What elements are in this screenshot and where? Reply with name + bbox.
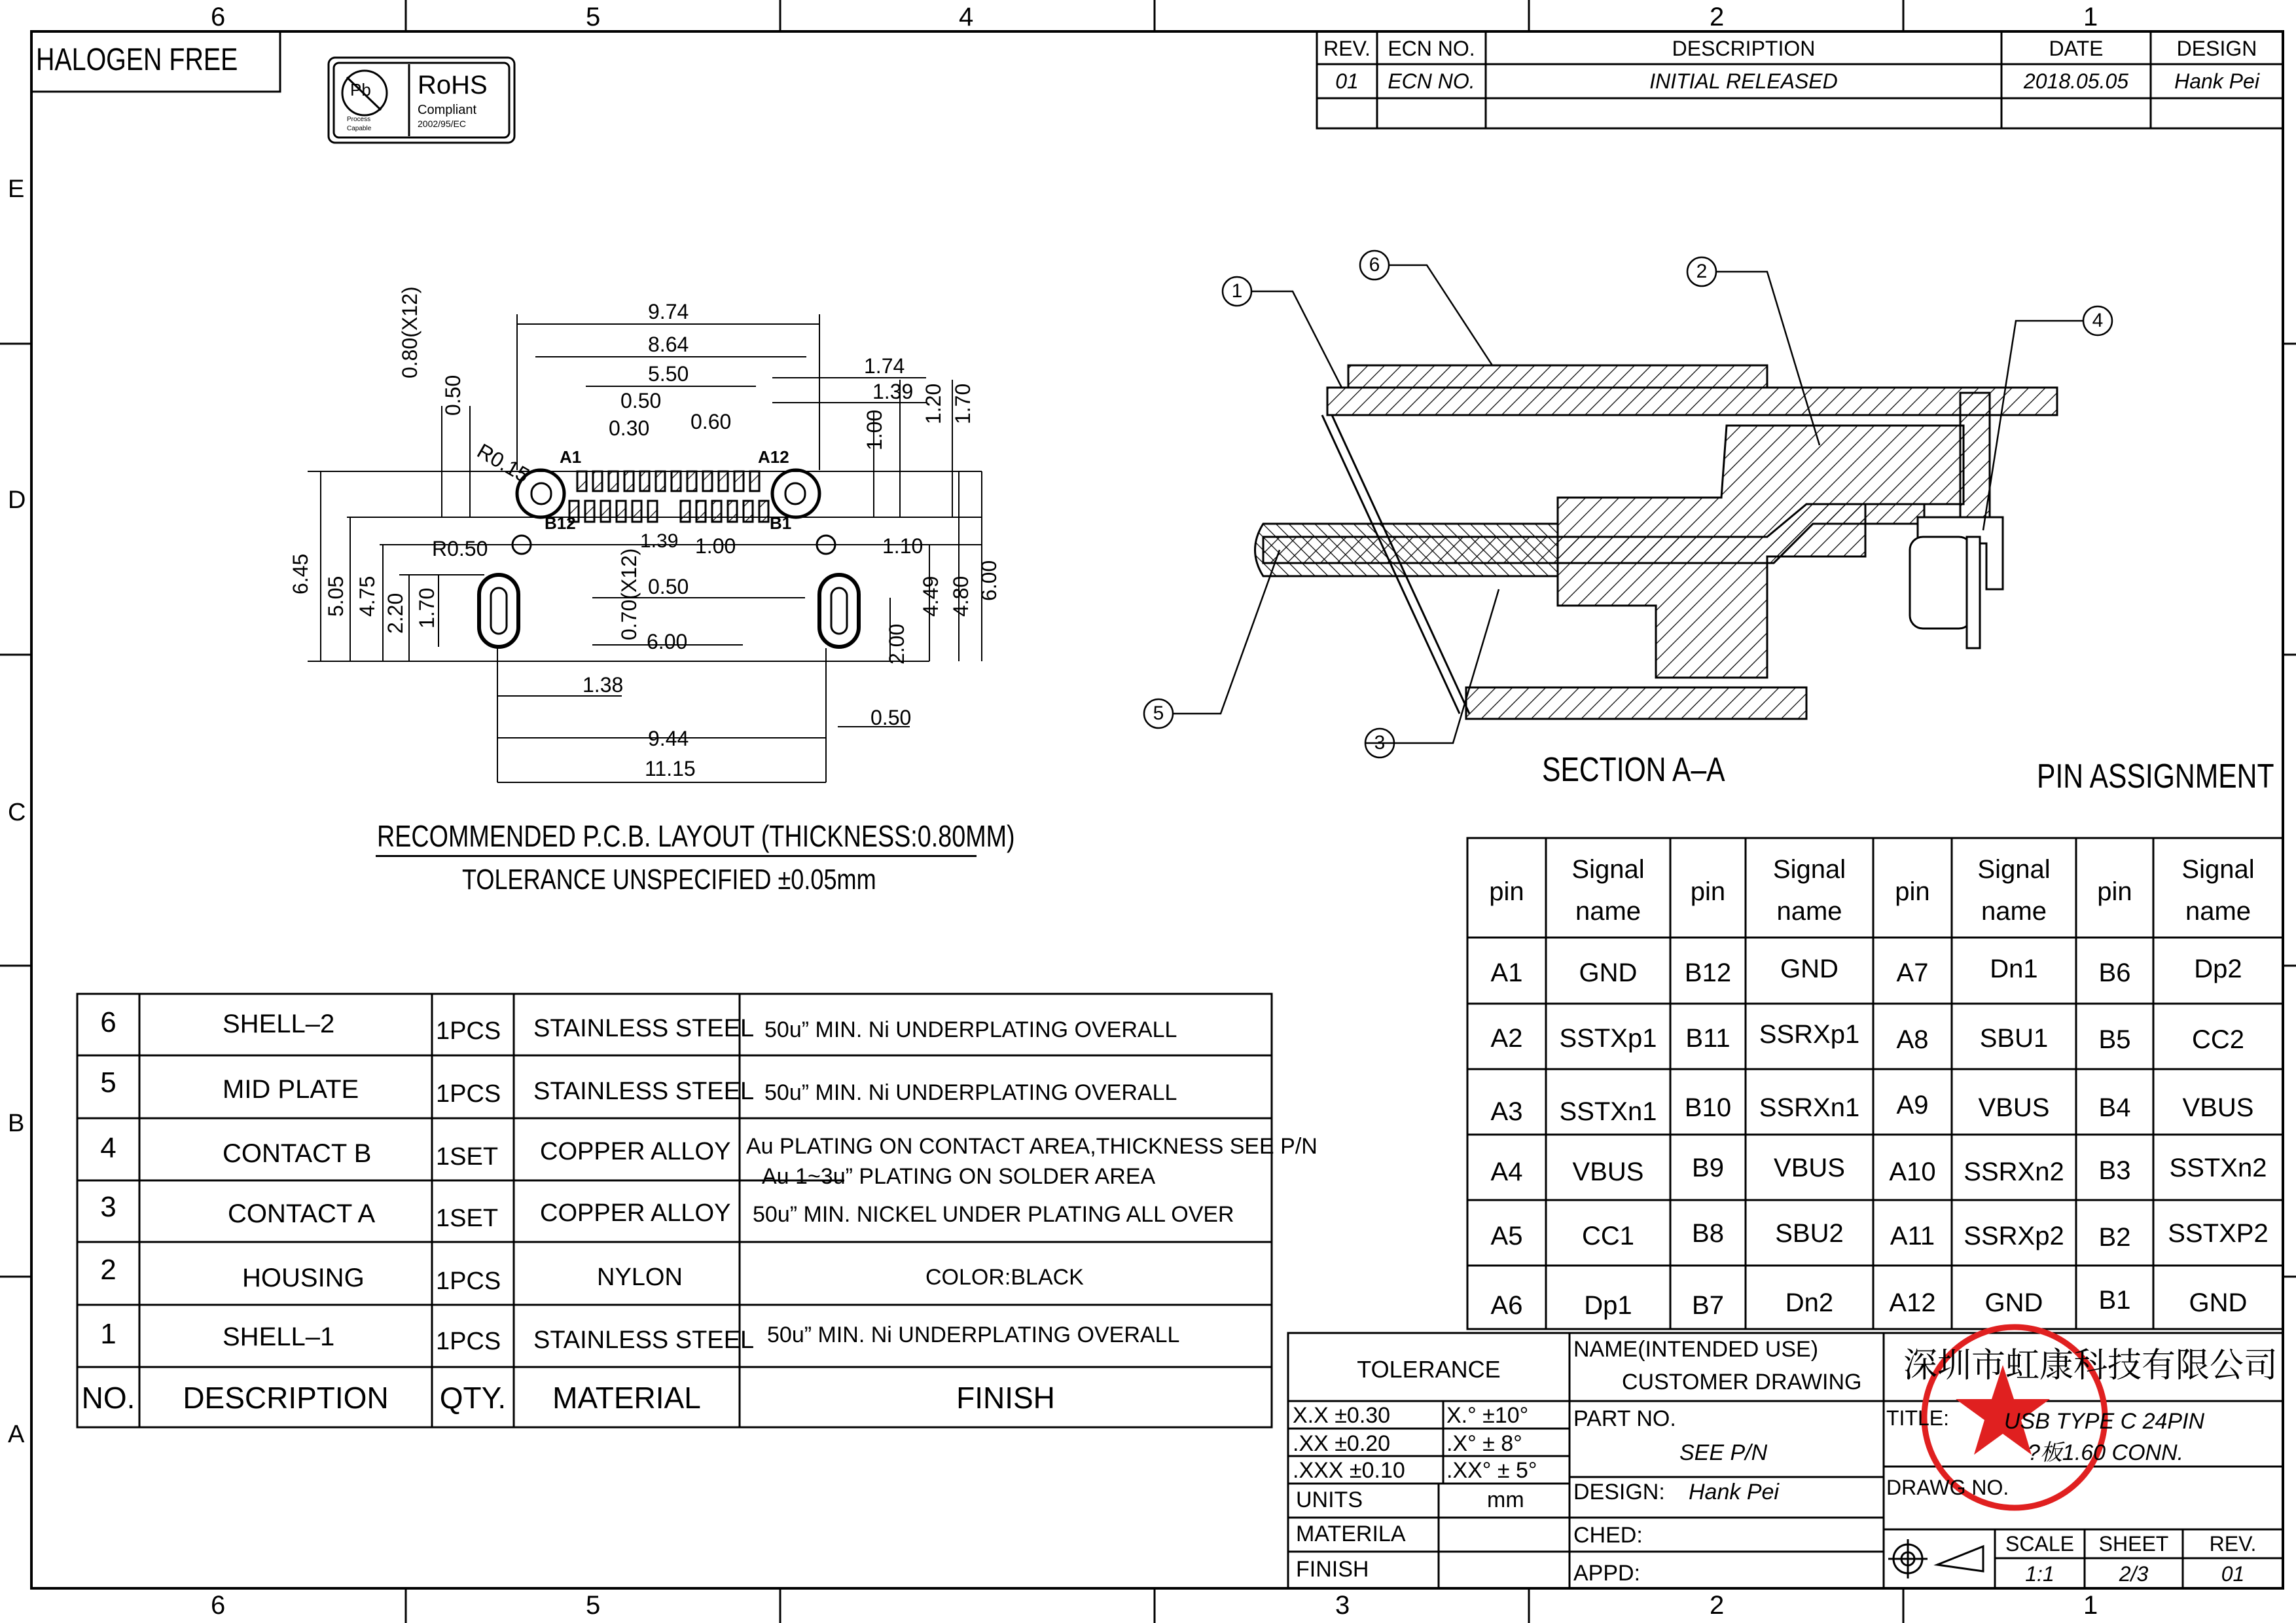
zone-label-bottom-5: 5: [586, 1591, 601, 1620]
tolerance-angular-3: .XX° ± 5°: [1446, 1458, 1537, 1483]
dim-0-50-b: 0.50: [441, 374, 465, 416]
tolerance-label: TOLERANCE: [1357, 1356, 1501, 1383]
signal-cell: GND: [1579, 958, 1638, 987]
signal-cell: VBUS: [1978, 1093, 2050, 1122]
pin-cell: A10: [1889, 1158, 1936, 1186]
dim-0-30: 0.30: [609, 416, 650, 440]
pin-header-signal: Signal: [1571, 855, 1645, 884]
dim-4-75: 4.75: [355, 575, 379, 617]
zone-label-side-e: E: [8, 175, 25, 203]
part-no-label: PART NO.: [1573, 1406, 1676, 1431]
projection-symbol: [1888, 1539, 1983, 1578]
dim-6-00-a: 6.00: [647, 630, 688, 653]
signal-cell: SBU2: [1775, 1219, 1844, 1248]
halogen-free-label: HALOGEN FREE: [36, 43, 238, 77]
bom-header-no: NO.: [81, 1381, 135, 1415]
pin-header-pin: pin: [2097, 877, 2132, 906]
signal-cell: Dp1: [1584, 1291, 1632, 1320]
signal-cell: SSRXn1: [1759, 1093, 1860, 1122]
dim-1-38: 1.38: [583, 673, 624, 697]
pin-cell: B6: [2098, 958, 2131, 987]
pin-cell: A11: [1890, 1222, 1935, 1250]
bom-row-mat: NYLON: [597, 1264, 683, 1291]
bom-row-finish: 50u” MIN. Ni UNDERPLATING OVERALL: [767, 1322, 1180, 1347]
pin-header-name: name: [2185, 897, 2251, 926]
zone-label-top-1: 1: [2083, 3, 2098, 31]
tolerance-linear-2: .XX ±0.20: [1293, 1431, 1391, 1456]
pin-header-name: name: [1575, 897, 1641, 926]
title-line-1: USB TYPE C 24PIN: [2004, 1409, 2205, 1434]
units-label: UNITS: [1296, 1487, 1363, 1512]
bom-row-no: 4: [100, 1132, 117, 1164]
dim-0-80-x12: 0.80(X12): [398, 286, 422, 378]
rev-header-rev: REV.: [1323, 37, 1371, 60]
pin-cell: B9: [1692, 1154, 1724, 1182]
signal-cell: CC2: [2191, 1025, 2245, 1054]
sheet-label: SHEET: [2098, 1532, 2169, 1556]
bom-row-desc: CONTACT B: [223, 1139, 372, 1168]
zone-label-bottom-3: 3: [1335, 1591, 1350, 1620]
pcb-tolerance-note: TOLERANCE UNSPECIFIED ±0.05mm: [462, 864, 876, 896]
tolerance-linear-3: .XXX ±0.10: [1293, 1458, 1405, 1483]
dim-5-50: 5.50: [648, 362, 689, 386]
pin-cell: A4: [1490, 1158, 1523, 1186]
pin-cell: B4: [2098, 1093, 2131, 1122]
zone-label-side-a: A: [8, 1421, 25, 1448]
pin-cell: B1: [2098, 1286, 2131, 1315]
design-label: DESIGN:: [1573, 1480, 1665, 1504]
dim-0-70-x12: 0.70(X12): [617, 548, 641, 640]
bom-row-qty: 1SET: [436, 1205, 499, 1232]
bom-row-no: 1: [100, 1318, 117, 1350]
rohs-compliant: Compliant: [418, 103, 477, 117]
company-name: 深圳市虹康科技有限公司: [1903, 1346, 2278, 1385]
signal-cell: Dp2: [2194, 955, 2242, 983]
section-a-a-drawing: [1255, 365, 2058, 719]
pin-cell: A1: [1490, 958, 1523, 987]
dim-r0-50: R0.50: [432, 537, 488, 560]
bom-row-mat: STAINLESS STEEL: [533, 1015, 755, 1042]
bom-row-mat: COPPER ALLOY: [540, 1138, 731, 1165]
tolerance-angular-1: X.° ±10°: [1446, 1403, 1529, 1428]
pin-cell: A6: [1490, 1291, 1523, 1320]
pin-header-pin: pin: [1895, 877, 1930, 906]
pad-row-top: [577, 471, 759, 491]
scale-value: 1:1: [2025, 1562, 2054, 1586]
pin-label-b12: B12: [545, 513, 576, 533]
dim-1-39-b: 1.39: [640, 530, 679, 552]
signal-cell: SSTXn1: [1559, 1097, 1657, 1126]
callout-4: 4: [2092, 310, 2104, 331]
rev-value-rev: 01: [1335, 69, 1359, 93]
bom-row-qty: 1PCS: [436, 1267, 501, 1295]
pin-cell: B12: [1684, 958, 1732, 987]
dim-9-44: 9.44: [648, 727, 689, 750]
signal-cell: SSTXn2: [2169, 1154, 2267, 1182]
bom-row-desc: CONTACT A: [228, 1199, 376, 1228]
bom-finish-extra: Au 1~3u” PLATING ON SOLDER AREA: [762, 1164, 1156, 1189]
bom-row-no: 3: [100, 1191, 117, 1223]
dim-1-70-b: 1.70: [415, 587, 439, 629]
pin-cell: B10: [1684, 1093, 1732, 1122]
pin-label-a1: A1: [560, 447, 582, 467]
material-label: MATERILA: [1296, 1522, 1406, 1546]
zone-label-top-2: 2: [1710, 3, 1725, 31]
signal-cell: GND: [1780, 955, 1839, 983]
dim-0-50-a: 0.50: [620, 389, 662, 412]
bom-row-finish: COLOR:BLACK: [925, 1265, 1084, 1290]
callout-3: 3: [1374, 732, 1386, 754]
bom-row-finish: 50u” MIN. Ni UNDERPLATING OVERALL: [764, 1017, 1177, 1042]
signal-cell: SBU1: [1979, 1024, 2049, 1053]
pin-label-b1: B1: [770, 513, 792, 533]
drawing-no-label: DRAWG NO.: [1886, 1476, 2009, 1499]
rev-header-date: DATE: [2049, 37, 2104, 60]
units-value: mm: [1487, 1487, 1524, 1512]
dim-0-50-d: 0.50: [870, 706, 912, 729]
bom-row-qty: 1PCS: [436, 1328, 501, 1355]
rev-header-description: DESCRIPTION: [1672, 37, 1816, 60]
dim-9-74: 9.74: [648, 300, 689, 323]
scale-label: SCALE: [2005, 1532, 2074, 1556]
dim-0-50-c: 0.50: [648, 575, 689, 598]
rev-header-design: DESIGN: [2176, 37, 2257, 60]
pin-cell: B5: [2098, 1025, 2131, 1054]
pin-header-signal: Signal: [1772, 855, 1846, 884]
zone-label-side-c: C: [8, 799, 26, 826]
rohs-capable: Capable: [347, 125, 372, 132]
design-value: Hank Pei: [1689, 1480, 1779, 1504]
signal-cell: SSRXp2: [1964, 1222, 2064, 1250]
dim-1-74: 1.74: [864, 354, 905, 378]
bom-header-material: MATERIAL: [552, 1381, 701, 1415]
zone-label-top-5: 5: [586, 3, 601, 31]
zone-label-bottom-2: 2: [1710, 1591, 1725, 1620]
checked-label: CHED:: [1573, 1523, 1643, 1548]
bom-row-qty: 1SET: [436, 1143, 499, 1171]
callout-2: 2: [1696, 261, 1708, 282]
bom-row-mat: STAINLESS STEEL: [533, 1078, 755, 1105]
tolerance-angular-2: .X° ± 8°: [1446, 1431, 1522, 1456]
section-title: SECTION A–A: [1542, 751, 1725, 789]
pin-cell: A2: [1490, 1024, 1523, 1053]
callout-6: 6: [1369, 254, 1380, 276]
pin-header-pin: pin: [1690, 877, 1726, 906]
bom-row-desc: SHELL–1: [223, 1322, 335, 1351]
dim-0-60: 0.60: [691, 410, 732, 433]
dim-2-20: 2.20: [384, 593, 407, 634]
dim-1-20: 1.20: [922, 383, 945, 424]
signal-cell: SSTXp1: [1559, 1024, 1657, 1053]
pin-cell: A7: [1896, 958, 1929, 987]
intended-use-value: CUSTOMER DRAWING: [1622, 1370, 1862, 1395]
zone-label-top-4: 4: [959, 3, 974, 31]
bom-header-qty: QTY.: [439, 1381, 507, 1415]
signal-cell: VBUS: [2182, 1093, 2254, 1122]
pin-cell: B7: [1692, 1291, 1724, 1320]
dim-1-10: 1.10: [882, 534, 924, 558]
bom-row-qty: 1PCS: [436, 1080, 501, 1108]
signal-cell: VBUS: [1774, 1154, 1845, 1182]
zone-label-bottom-1: 1: [2083, 1591, 2098, 1620]
zone-label-side-b: B: [8, 1110, 25, 1137]
pad-row-bottom: [569, 501, 768, 522]
dim-5-05: 5.05: [324, 575, 348, 617]
bom-row-desc: HOUSING: [242, 1264, 365, 1292]
pin-header-signal: Signal: [1977, 855, 2051, 884]
rohs-pb-mark: Pb: [350, 80, 371, 100]
bom-row-finish: 50u” MIN. NICKEL UNDER PLATING ALL OVER: [753, 1202, 1234, 1227]
callout-1: 1: [1231, 280, 1243, 302]
approved-label: APPD:: [1573, 1561, 1641, 1586]
pin-header-name: name: [1981, 897, 2047, 926]
pin-assignment-title: PIN ASSIGNMENT: [2037, 757, 2274, 795]
signal-cell: SSTXP2: [2168, 1219, 2269, 1248]
signal-cell: SSRXn2: [1964, 1158, 2064, 1186]
pin-cell: A5: [1490, 1222, 1523, 1250]
rohs-title: RoHS: [418, 71, 488, 100]
signal-cell: SSRXp1: [1759, 1020, 1860, 1049]
bom-header-finish: FINISH: [956, 1381, 1055, 1415]
pin-cell: A12: [1889, 1288, 1936, 1317]
rev-value-description: INITIAL RELEASED: [1649, 69, 1838, 93]
dim-4-80: 4.80: [949, 575, 973, 617]
finish-label: FINISH: [1296, 1557, 1369, 1582]
dim-2-00: 2.00: [885, 623, 908, 665]
intended-use-label: NAME(INTENDED USE): [1573, 1337, 1819, 1362]
pcb-layout-drawing: [479, 470, 859, 647]
signal-cell: VBUS: [1572, 1158, 1644, 1186]
dim-4-49: 4.49: [919, 575, 942, 617]
signal-cell: GND: [2189, 1288, 2248, 1317]
signal-cell: Dn1: [1990, 955, 2038, 983]
dim-1-39-a: 1.39: [872, 380, 914, 403]
rev-value-ecn: ECN NO.: [1388, 69, 1475, 93]
dim-8-64: 8.64: [648, 333, 689, 356]
title-label: TITLE:: [1886, 1406, 1950, 1430]
dim-6-00-b: 6.00: [977, 560, 1001, 601]
rev-value-design: Hank Pei: [2174, 69, 2259, 93]
zone-label-bottom-6: 6: [211, 1591, 226, 1620]
dim-6-45: 6.45: [289, 553, 312, 594]
bom-row-qty: 1PCS: [436, 1017, 501, 1045]
bom-row-desc: MID PLATE: [223, 1075, 359, 1104]
bom-row-no: 5: [100, 1067, 117, 1099]
sheet-value: 2/3: [2119, 1562, 2149, 1586]
bom-row-finish: 50u” MIN. Ni UNDERPLATING OVERALL: [764, 1080, 1177, 1105]
pcb-layout-caption: RECOMMENDED P.C.B. LAYOUT (THICKNESS:0.80MM): [377, 819, 1015, 853]
pin-cell: B3: [2098, 1156, 2131, 1185]
zone-label-top-6: 6: [211, 3, 226, 31]
pin-cell: A3: [1490, 1097, 1523, 1126]
part-no-value: SEE P/N: [1679, 1440, 1768, 1465]
dim-1-70-a: 1.70: [951, 383, 975, 424]
bom-header-description: DESCRIPTION: [183, 1381, 389, 1415]
rev-value-date: 2018.05.05: [2023, 69, 2129, 93]
bom-row-no: 2: [100, 1254, 117, 1286]
pin-header-name: name: [1776, 897, 1842, 926]
rohs-process: Process: [347, 116, 371, 123]
dim-1-00-b: 1.00: [695, 534, 736, 558]
pin-label-a12: A12: [758, 447, 789, 467]
bom-row-desc: SHELL–2: [223, 1010, 335, 1038]
rev-header-ecn: ECN NO.: [1388, 37, 1475, 60]
bom-row-mat: COPPER ALLOY: [540, 1199, 731, 1227]
signal-cell: GND: [1984, 1288, 2043, 1317]
pin-cell: B2: [2098, 1223, 2131, 1252]
title-line-2: ?板1.60 CONN.: [2028, 1440, 2184, 1465]
dim-r0-15: R0.15: [473, 439, 533, 488]
caption-underline: [376, 855, 977, 857]
rev-value: 01: [2221, 1562, 2245, 1586]
pin-cell: A9: [1896, 1091, 1929, 1120]
dim-11-15: 11.15: [645, 757, 696, 780]
zone-label-side-d: D: [8, 486, 26, 514]
tolerance-linear-1: X.X ±0.30: [1293, 1403, 1391, 1428]
pin-cell: B11: [1685, 1024, 1731, 1053]
pin-header-signal: Signal: [2181, 855, 2255, 884]
bom-row-mat: STAINLESS STEEL: [533, 1326, 755, 1354]
callout-5: 5: [1153, 702, 1164, 724]
bom-row-no: 6: [100, 1006, 117, 1038]
pin-cell: B8: [1692, 1219, 1724, 1248]
signal-cell: CC1: [1581, 1222, 1635, 1250]
dim-1-00-a: 1.00: [863, 409, 886, 450]
rev-label: REV.: [2209, 1532, 2257, 1556]
signal-cell: Dn2: [1785, 1288, 1834, 1317]
rohs-directive: 2002/95/EC: [418, 119, 466, 129]
pin-cell: A8: [1896, 1025, 1929, 1054]
pin-header-pin: pin: [1489, 877, 1524, 906]
bom-row-finish: Au PLATING ON CONTACT AREA,THICKNESS SEE P/N: [746, 1134, 1318, 1159]
